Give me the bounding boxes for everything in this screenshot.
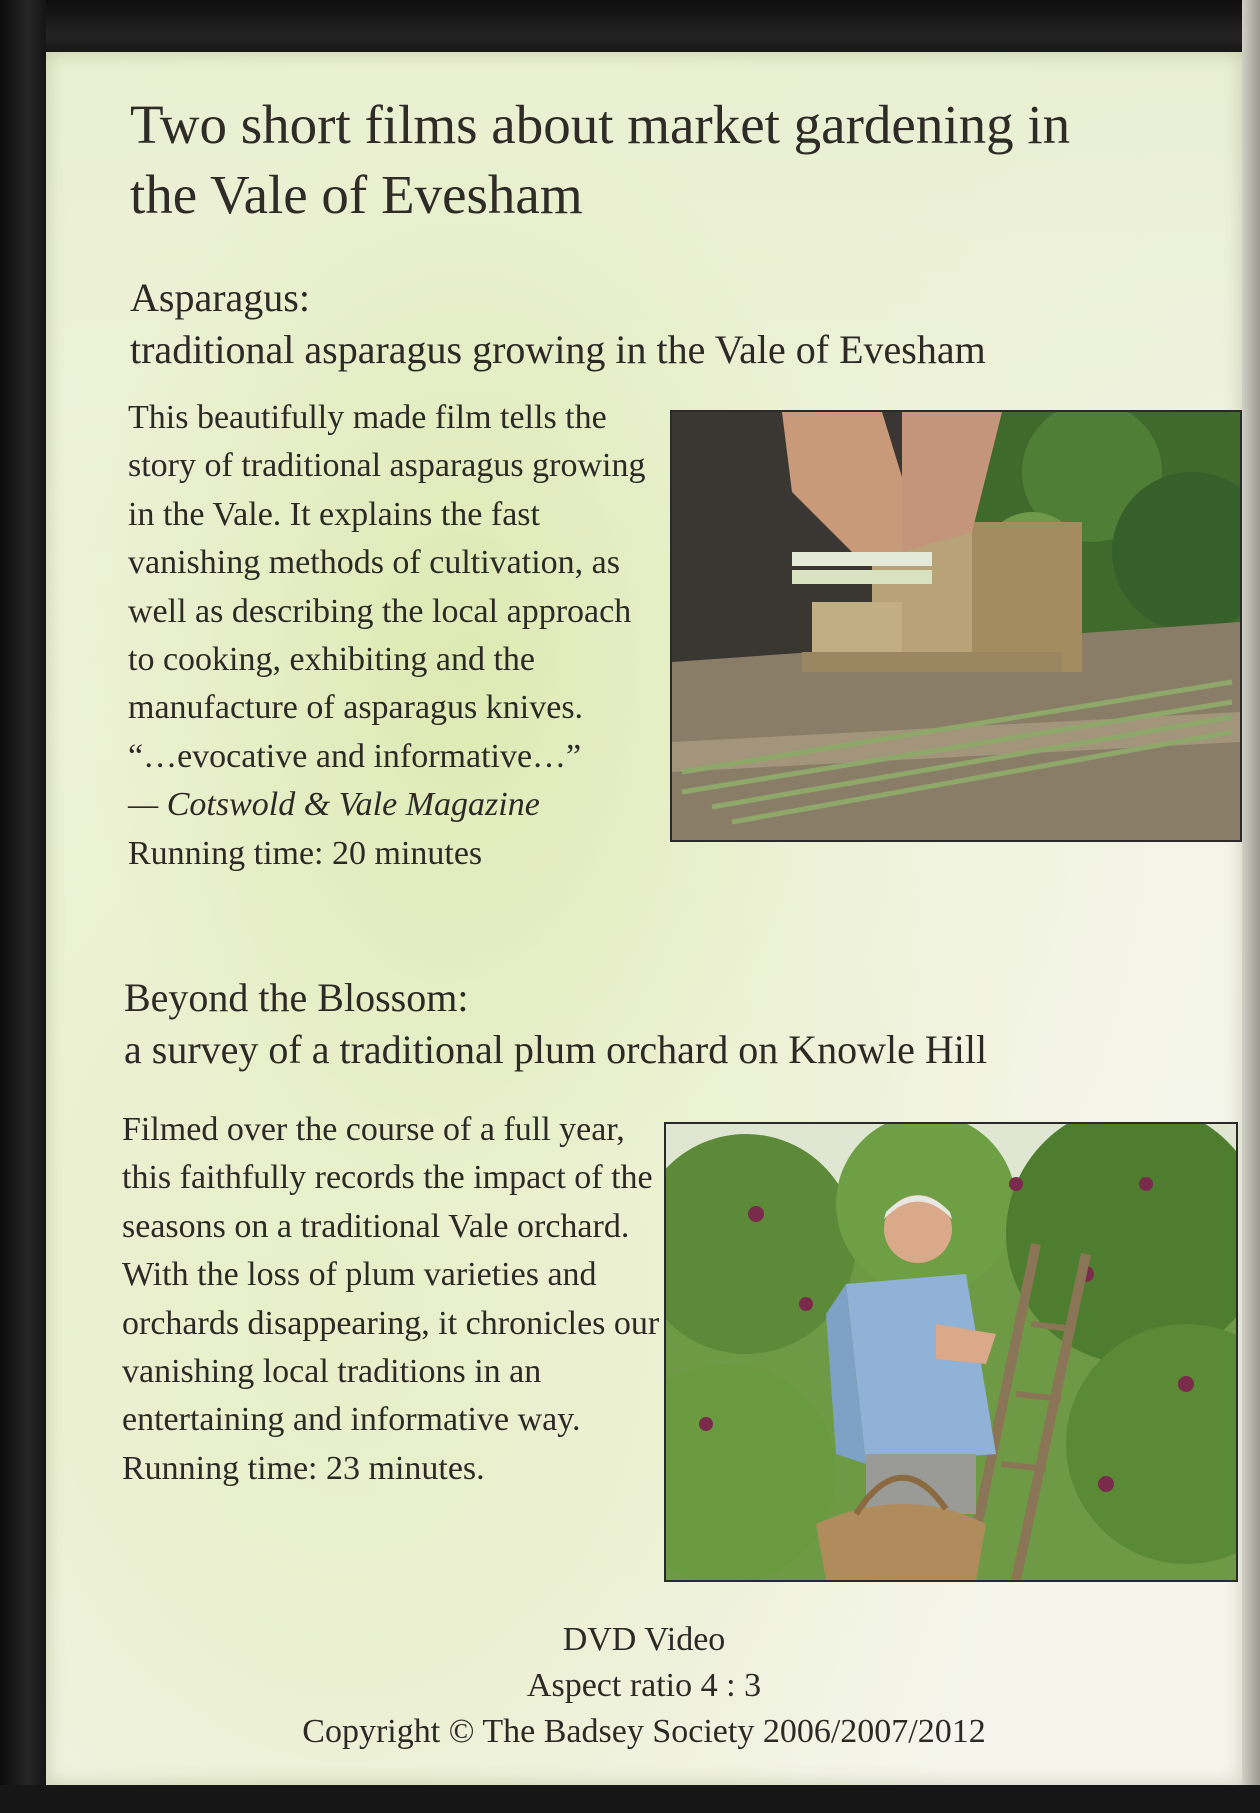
film-2-running-time: Running time: 23 minutes. — [122, 1449, 485, 1487]
footer-info — [46, 1617, 1242, 1755]
plum-orchard-photo — [664, 1122, 1238, 1582]
copyright-notice: Copyright © The Badsey Society 2006/2007/2012 — [302, 1713, 986, 1750]
film-2-description-block — [122, 1106, 662, 1493]
asparagus-photo — [670, 410, 1242, 842]
film-1-title: Asparagus: — [130, 275, 310, 320]
film-2-description: Filmed over the course of a full year, this faithfully records the impact of the seasons on a traditional Vale orchard. With the loss of plum varieties and orchards disappearing, it chronicles our vanishing local traditions in an entertaining and informative way. — [122, 1111, 660, 1439]
case-bottom-edge — [0, 1785, 1260, 1813]
film-1-description-block — [128, 394, 648, 878]
film-1-review-quote: “…evocative and informative…” — [128, 737, 582, 775]
case-top-edge — [0, 0, 1260, 52]
film-1-description: This beautifully made film tells the story of traditional asparagus growing in the Vale. It explains the fast vanishing methods of cultivation, as well as describing the local approach to cooking, exhibiting and the manufacture of asparagus knives. — [128, 399, 646, 727]
aspect-ratio-label: Aspect ratio 4 : 3 — [526, 1667, 762, 1704]
film-1-running-time: Running time: 20 minutes — [128, 834, 483, 872]
film-1-heading-block — [130, 272, 1180, 376]
case-right-edge — [1242, 0, 1260, 1813]
format-label: DVD Video — [562, 1621, 726, 1658]
plum-picker-illustration — [666, 1124, 1236, 1580]
back-cover-insert — [46, 52, 1242, 1785]
asparagus-bundling-illustration — [672, 412, 1240, 840]
film-1-review-attribution: — Cotswold & Vale Magazine — [128, 786, 540, 824]
film-2-title: Beyond the Blossom: — [124, 975, 469, 1020]
film-1-subtitle: traditional asparagus growing in the Vale of Evesham — [130, 327, 986, 372]
film-2-subtitle: a survey of a traditional plum orchard on Knowle Hill — [124, 1027, 988, 1072]
page-title: Two short films about market gardening in the Vale of Evesham — [130, 94, 1071, 225]
film-2-heading-block — [124, 972, 1204, 1076]
case-spine — [0, 0, 46, 1813]
